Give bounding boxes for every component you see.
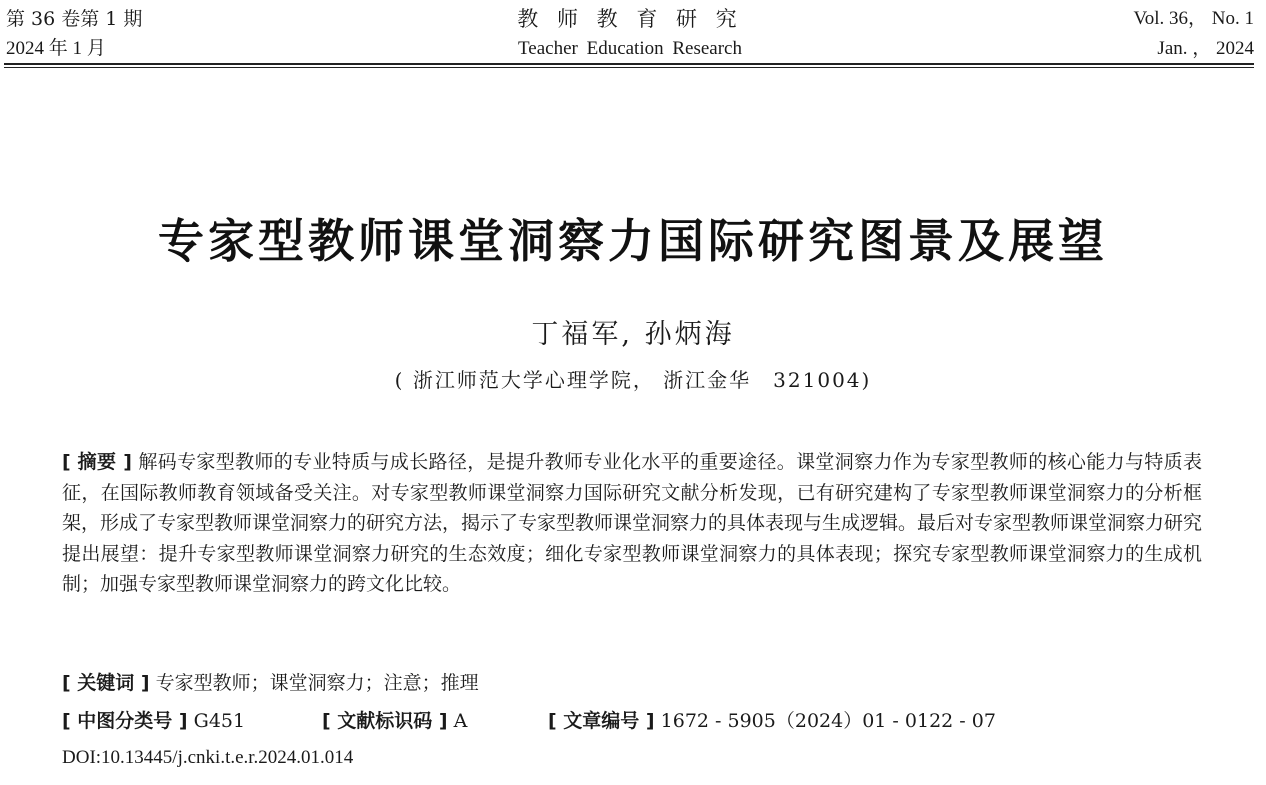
- document-code: [322, 706, 548, 736]
- journal-name-en: Teacher Education Research: [518, 38, 742, 59]
- keywords-text: 专家型教师；课堂洞察力；注意；推理: [155, 672, 479, 694]
- doi[interactable]: DOI:10.13445/j.cnki.t.e.r.2024.01.014: [62, 747, 354, 768]
- publication-date: 2024 年 1 月: [6, 38, 106, 59]
- clc-label: [ 中图分类号 ]: [62, 710, 188, 732]
- article-authors: 丁福军, 孙炳海: [531, 319, 735, 350]
- article-number-value: 1672 - 5905（2024）01 - 0122 - 07: [660, 710, 996, 732]
- volume-issue-en: Vol. 36， No. 1: [1133, 8, 1254, 29]
- keywords-label: [ 关键词 ]: [62, 672, 150, 694]
- clc-number: [62, 706, 322, 736]
- header-rule-thick: [4, 63, 1254, 65]
- document-code-value: A: [453, 710, 468, 732]
- abstract-text: 解码专家型教师的专业特质与成长路径，是提升教师专业化水平的重要途径。课堂洞察力作为专家型教师的核心能力与特质表征，在国际教师教育领域备受关注。对专家型教师课堂洞察力国际研究文献分析发现，已有研究建构了专家型教师课堂洞察力的分析框架，形成了专家型教师课堂洞察力的研究方法，揭示了专家型教师课堂洞察力的具体表现与生成逻辑。最后对专家型教师课堂洞察力研究提出展望：提升专家型教师课堂洞察力研究的生态效度；细化专家型教师课堂洞察力的具体表现；探究专家型教师课堂洞察力的生成机制；加强专家型教师课堂洞察力的跨文化比较。: [62, 451, 1203, 595]
- journal-header: [6, 4, 1254, 64]
- journal-name: [6, 4, 1254, 64]
- issue-info-en: [1133, 4, 1254, 64]
- article-number: [548, 706, 996, 736]
- article-title: 专家型教师课堂洞察力国际研究图景及展望: [158, 214, 1108, 268]
- journal-name-cn: 教 师 教 育 研 究: [517, 7, 743, 31]
- clc-value: G451: [193, 710, 246, 732]
- author-affiliation: ( 浙江师范大学心理学院， 浙江金华 321004): [394, 368, 872, 392]
- publication-date-en: Jan. ， 2024: [1157, 38, 1254, 59]
- article-number-label: [ 文章编号 ]: [548, 710, 655, 732]
- header-rule-thin: [4, 67, 1254, 68]
- document-code-label: [ 文献标识码 ]: [322, 710, 448, 732]
- abstract-label: [ 摘要 ]: [62, 451, 132, 473]
- classification-line: [62, 706, 996, 736]
- volume-issue: 第 36 卷第 1 期: [6, 8, 143, 30]
- abstract: [62, 447, 1202, 600]
- keywords: [62, 668, 479, 698]
